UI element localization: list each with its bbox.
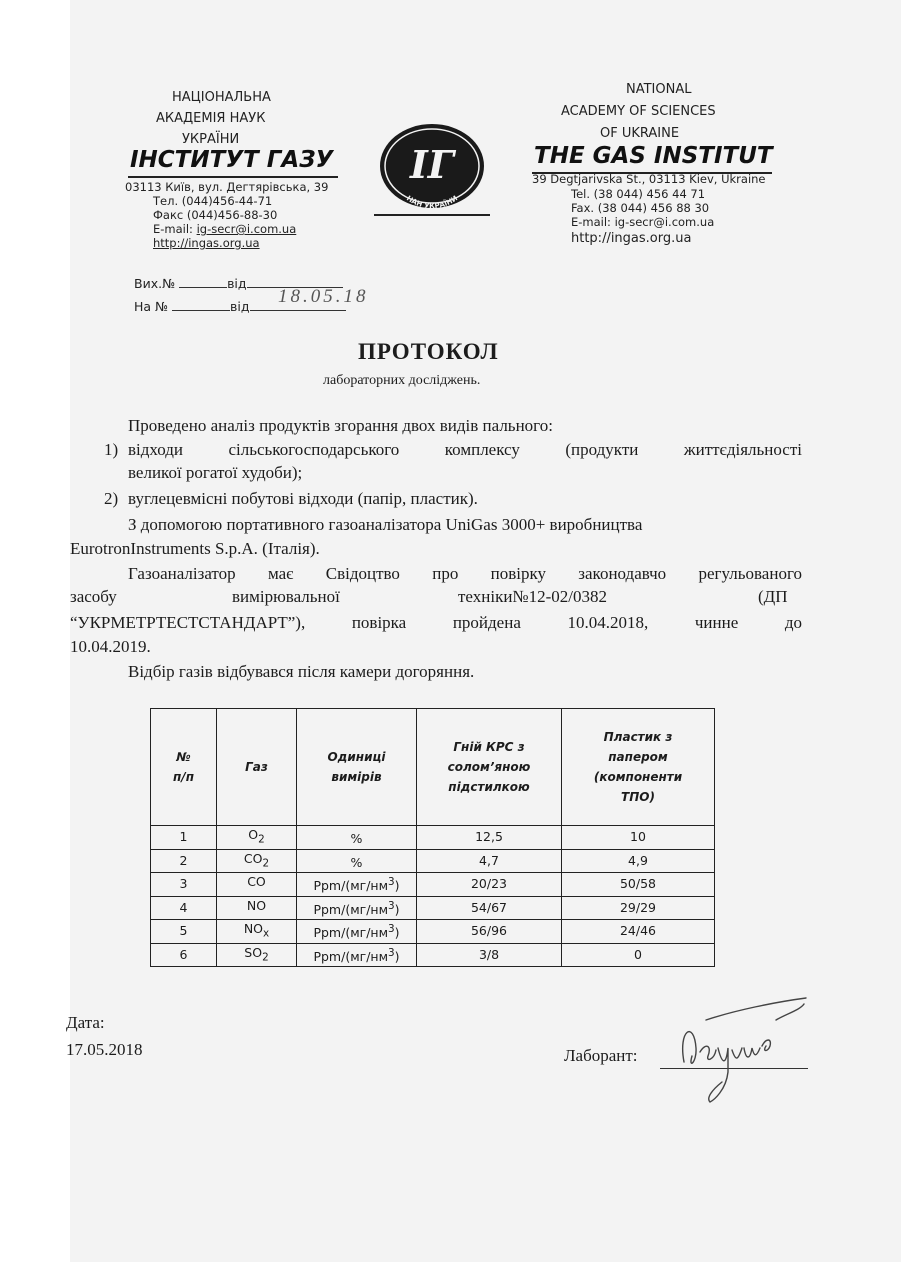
cell-number: 2 — [151, 849, 217, 873]
list-item-1-number: 1) — [104, 440, 119, 459]
date-label: Дата: — [66, 1013, 105, 1032]
fax-ua: Факс (044)456-88-30 — [153, 208, 278, 222]
sampling-paragraph: Відбір газів відбувався після камери догоряння. — [128, 662, 475, 681]
cell-number: 6 — [151, 943, 217, 967]
institute-name-ua: ІНСТИТУТ ГАЗУ — [130, 147, 334, 173]
certificate-word-4: (ДП — [758, 587, 788, 606]
list-item-1-line1: відходи сільськогосподарського комплексу (продукти життєдіяльності — [128, 440, 802, 459]
tel-en: Tel. (38 044) 456 44 71 — [571, 187, 706, 201]
cell-manure: 4,7 — [417, 849, 562, 873]
email-en[interactable]: E-mail: ig-secr@i.com.ua — [571, 215, 715, 229]
signature-scribble-icon — [666, 990, 816, 1120]
document-title: ПРОТОКОЛ — [358, 339, 499, 364]
cell-unit: Ppm/$(мг/нм^3)$ — [297, 943, 417, 967]
academy-ua-line1: НАЦІОНАЛЬНА — [172, 90, 271, 105]
handwritten-date: 18.05.18 — [278, 286, 369, 307]
cell-gas: $SO_2$ — [217, 943, 297, 967]
list-item-1-line2: великої рогатої худоби); — [128, 463, 303, 482]
analyzer-paragraph-line1: З допомогою портативного газоаналізатора UniGas 3000+ виробництва — [128, 515, 643, 534]
cell-gas: $CO_2$ — [217, 849, 297, 873]
academy-ua-line3: УКРАЇНИ — [182, 132, 240, 147]
cell-plastic: 50/58 — [562, 873, 715, 897]
header-gas: Газ — [217, 709, 297, 826]
table-row — [151, 873, 715, 897]
document-subtitle: лабораторних досліджень. — [323, 373, 481, 388]
cell-manure: 56/96 — [417, 920, 562, 944]
table-row — [151, 920, 715, 944]
email-ua — [153, 222, 296, 236]
cell-plastic: 4,9 — [562, 849, 715, 873]
incoming-ref-number-field[interactable] — [172, 310, 230, 311]
table-row — [151, 896, 715, 920]
logo-underline — [374, 214, 490, 216]
cell-gas: $NO_x$ — [217, 920, 297, 944]
certificate-paragraph-line3: “УКРМЕТРТЕСТСТАНДАРТ”), повірка пройдена 10.04.2018, чинне до — [70, 613, 802, 632]
email-ua-link[interactable]: ig-secr@i.com.ua — [196, 222, 297, 236]
document-page — [66, 0, 901, 1262]
incoming-ref-from-label: від — [230, 299, 250, 314]
cell-plastic: 29/29 — [562, 896, 715, 920]
cell-gas: CO — [217, 873, 297, 897]
institute-name-en: THE GAS INSTITUT — [534, 143, 773, 169]
cell-unit: % — [297, 826, 417, 850]
cell-number: 4 — [151, 896, 217, 920]
header-units: Одиниці вимірів — [297, 709, 417, 826]
tel-ua: Тел. (044)456-44-71 — [153, 194, 273, 208]
cell-number: 5 — [151, 920, 217, 944]
logo-emblem-icon — [376, 120, 488, 220]
header-number: № п/п — [151, 709, 217, 826]
cell-plastic: 24/46 — [562, 920, 715, 944]
certificate-paragraph-line4: 10.04.2019. — [70, 637, 151, 656]
table-row — [151, 826, 715, 850]
outgoing-ref-number-field[interactable] — [179, 287, 227, 288]
cell-unit: Ppm/$(мг/нм^3)$ — [297, 920, 417, 944]
cell-gas: $O_2$ — [217, 826, 297, 850]
table-row — [151, 849, 715, 873]
address-en: 39 Degtjarivska St., 03113 Kiev, Ukraine — [532, 172, 766, 186]
date-value: 17.05.2018 — [66, 1040, 143, 1059]
web-en[interactable]: http://ingas.org.ua — [571, 231, 692, 246]
cell-manure: 54/67 — [417, 896, 562, 920]
address-ua: 03113 Київ, вул. Дегтярівська, 39 — [125, 180, 329, 194]
logo-letters: ІГ — [409, 142, 455, 187]
cell-plastic: 0 — [562, 943, 715, 967]
lab-assistant-label: Лаборант: — [564, 1046, 638, 1065]
cell-manure: 3/8 — [417, 943, 562, 967]
cell-unit: Ppm/$(мг/нм^3)$ — [297, 896, 417, 920]
cell-unit: % — [297, 849, 417, 873]
signature-text: Лагутина — [666, 1116, 670, 1117]
table-header-row — [151, 709, 715, 826]
list-item-2-number: 2) — [104, 489, 119, 508]
cell-number: 3 — [151, 873, 217, 897]
certificate-word-2: вимірювальної — [232, 587, 340, 606]
cell-gas: NO — [217, 896, 297, 920]
certificate-paragraph-line1: Газоаналізатор має Свідоцтво про повірку законодавчо регульованого — [128, 564, 802, 583]
incoming-ref-label: На № — [134, 299, 169, 314]
header-plastic: Пластик з папером (компоненти ТПО) — [562, 709, 715, 826]
academy-en-line3: OF UKRAINE — [600, 126, 680, 141]
intro-paragraph: Проведено аналіз продуктів згорання двох видів пального: — [128, 416, 553, 435]
academy-en-line2: ACADEMY OF SCIENCES — [561, 104, 716, 119]
outgoing-ref-from-label: від — [227, 276, 247, 291]
header-manure: Гній КРС з солом’яною підстилкою — [417, 709, 562, 826]
email-ua-label: E-mail: — [153, 222, 197, 236]
cell-number: 1 — [151, 826, 217, 850]
outgoing-ref-label: Вих.№ — [134, 276, 176, 291]
logo-ring-text: НАН УКРАЇНИ — [404, 194, 460, 211]
fax-en: Fax. (38 044) 456 88 30 — [571, 201, 710, 215]
academy-en-line1: NATIONAL — [626, 82, 692, 97]
incoming-ref-date-field[interactable] — [250, 310, 346, 311]
cell-unit: Ppm/$(мг/нм^3)$ — [297, 873, 417, 897]
certificate-word-1: засобу — [70, 587, 117, 606]
signature — [666, 990, 816, 1120]
analyzer-paragraph-line2: EurotronInstruments S.p.A. (Італія). — [70, 539, 320, 558]
cell-manure: 12,5 — [417, 826, 562, 850]
cell-manure: 20/23 — [417, 873, 562, 897]
web-ua[interactable]: http://ingas.org.ua — [153, 236, 260, 250]
institute-logo — [376, 120, 488, 220]
academy-ua-line2: АКАДЕМІЯ НАУК — [156, 111, 266, 126]
list-item-2-text: вуглецевмісні побутові відходи (папір, пластик). — [128, 489, 478, 508]
cell-plastic: 10 — [562, 826, 715, 850]
table-row — [151, 943, 715, 967]
certificate-word-3: техніки№12-02/0382 — [458, 587, 608, 606]
results-table — [150, 708, 715, 967]
institute-ua-underline — [128, 176, 338, 178]
